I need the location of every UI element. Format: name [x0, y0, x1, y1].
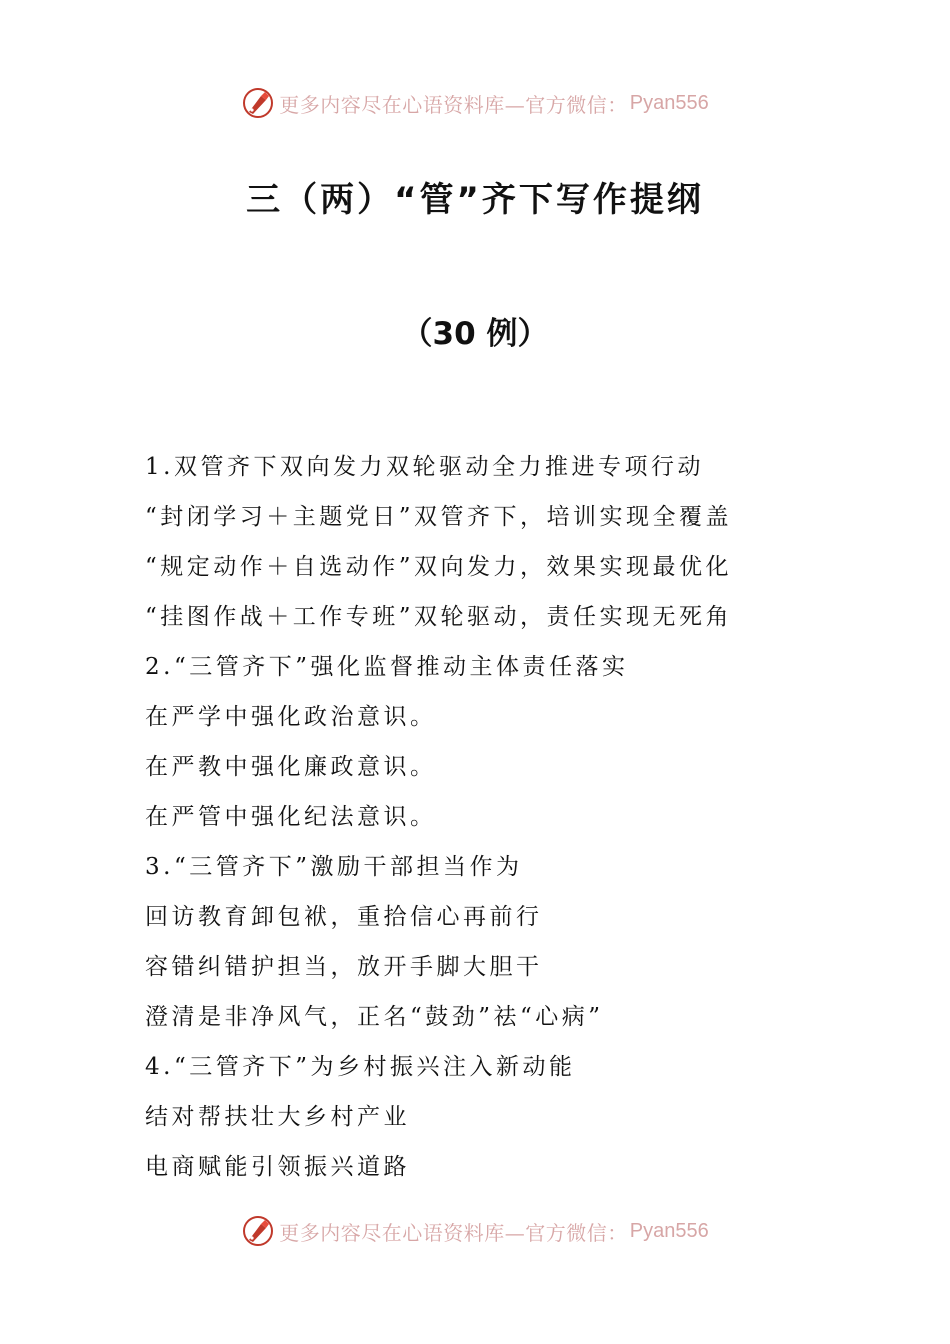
outline-line: 1.双管齐下双向发力双轮驱动全力推进专项行动 [145, 454, 704, 480]
outline-line: “封闭学习＋主题党日”双管齐下，培训实现全覆盖 [145, 504, 733, 530]
outline-line: 在严管中强化纪法意识。 [145, 804, 437, 830]
outline-line: 结对帮扶壮大乡村产业 [145, 1104, 410, 1130]
header-watermark [0, 83, 950, 123]
outline-line: “规定动作＋自选动作”双向发力，效果实现最优化 [145, 554, 733, 580]
watermark-text: 更多内容尽在心语资料库—官方微信： [279, 92, 628, 117]
outline-line: 3.“三管齐下”激励干部担当作为 [145, 854, 523, 880]
watermark-wechat-id: Pyan556 [629, 91, 709, 114]
pen-nib-icon [241, 86, 275, 120]
outline-line: 回访教育卸包袱，重拾信心再前行 [145, 904, 543, 930]
outline-line: 澄清是非净风气，正名“鼓劲”祛“心病” [145, 1004, 604, 1030]
outline-line: 2.“三管齐下”强化监督推动主体责任落实 [145, 654, 629, 680]
outline-line: 容错纠错护担当，放开手脚大胆干 [145, 954, 543, 980]
outline-line: 在严教中强化廉政意识。 [145, 754, 437, 780]
footer-watermark [0, 1211, 950, 1251]
document-subtitle: （30 例） [401, 316, 549, 352]
outline-line: 在严学中强化政治意识。 [145, 704, 437, 730]
outline-line: 电商赋能引领振兴道路 [145, 1154, 410, 1180]
outline-line: “挂图作战＋工作专班”双轮驱动，责任实现无死角 [145, 604, 733, 630]
watermark-wechat-id: Pyan556 [629, 1219, 709, 1242]
outline-body [145, 447, 825, 1197]
outline-line: 4.“三管齐下”为乡村振兴注入新动能 [145, 1054, 576, 1080]
document-title: 三（两）“管”齐下写作提纲 [246, 180, 704, 220]
pen-nib-icon [241, 1214, 275, 1248]
watermark-text: 更多内容尽在心语资料库—官方微信： [279, 1220, 628, 1245]
